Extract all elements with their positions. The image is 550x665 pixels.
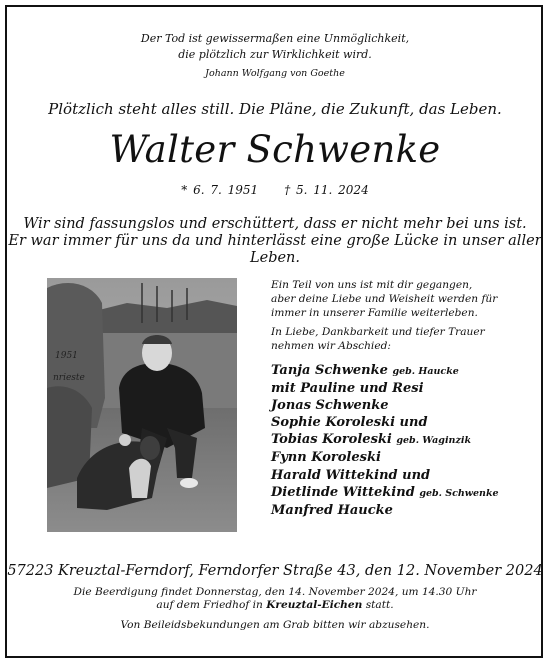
life-dates [0,183,550,197]
tribute-line-1: Wir sind fassungslos und erschüttert, dass er nicht mehr bei uns ist. [23,216,527,232]
funeral-info [0,586,550,612]
poem-line-2: aber deine Liebe und Weisheit werden für [271,293,498,305]
closing-note: Von Beileidsbekundungen am Grab bitten wir abzusehen. [120,619,430,631]
farewell-line-2: nehmen wir Abschied: [271,340,391,352]
quote-line-2: die plötzlich zur Wirklichkeit wird. [178,48,372,61]
portrait-photo [47,278,237,532]
photo-illustration [47,278,237,532]
quote-line-1: Der Tod ist gewissermaßen eine Unmöglichkeit, [140,32,410,45]
motto: Plötzlich steht alles still. Die Pläne, die Zukunft, das Leben. [48,100,502,118]
family-member: Manfred Haucke [271,502,393,518]
birth-date: * 6. 7. 1951 [181,183,259,197]
poem [271,278,521,320]
tribute [0,216,550,267]
quote-author: Johann Wolfgang von Goethe [205,68,345,79]
stone-text-1: 1951 [55,351,78,361]
family-member: mit Pauline und Resi [271,381,424,397]
tribute-line-2: Er war immer für uns da und hinterlässt eine große Lücke in unser aller Leben. [8,233,542,266]
funeral-line-1: Die Beerdigung findet Donnerstag, den 14. November 2024, um 14.30 Uhr [73,586,477,598]
funeral-place: Kreuztal-Eichen [266,599,363,611]
family-member: Harald Wittekind und [271,467,431,483]
deceased-name: Walter Schwenke [109,128,441,171]
family-member: Tanja Schwenke geb. Haucke [271,363,459,378]
quote [0,31,550,63]
family-member: Jonas Schwenke [271,398,389,414]
address-line: 57223 Kreuztal-Ferndorf, Ferndorfer Straße 43, den 12. November 2024 [7,563,543,579]
funeral-line-2: auf dem Friedhof in Kreuztal-Eichen statt. [156,599,394,611]
death-date: † 5. 11. 2024 [284,183,369,197]
family-list [271,362,521,519]
farewell-line-1: In Liebe, Dankbarkeit und tiefer Trauer [271,326,485,338]
farewell [271,325,521,353]
family-member: Dietlinde Wittekind geb. Schwenke [271,484,499,500]
poem-line-3: immer in unserer Familie weiterleben. [271,307,478,319]
poem-line-1: Ein Teil von uns ist mit dir gegangen, [271,279,473,291]
family-member: Sophie Koroleski und [271,415,428,431]
family-member: Fynn Koroleski [271,450,381,466]
family-member: Tobias Koroleski geb. Waginzik [271,432,472,448]
stone-text-2: nrieste [53,373,85,383]
